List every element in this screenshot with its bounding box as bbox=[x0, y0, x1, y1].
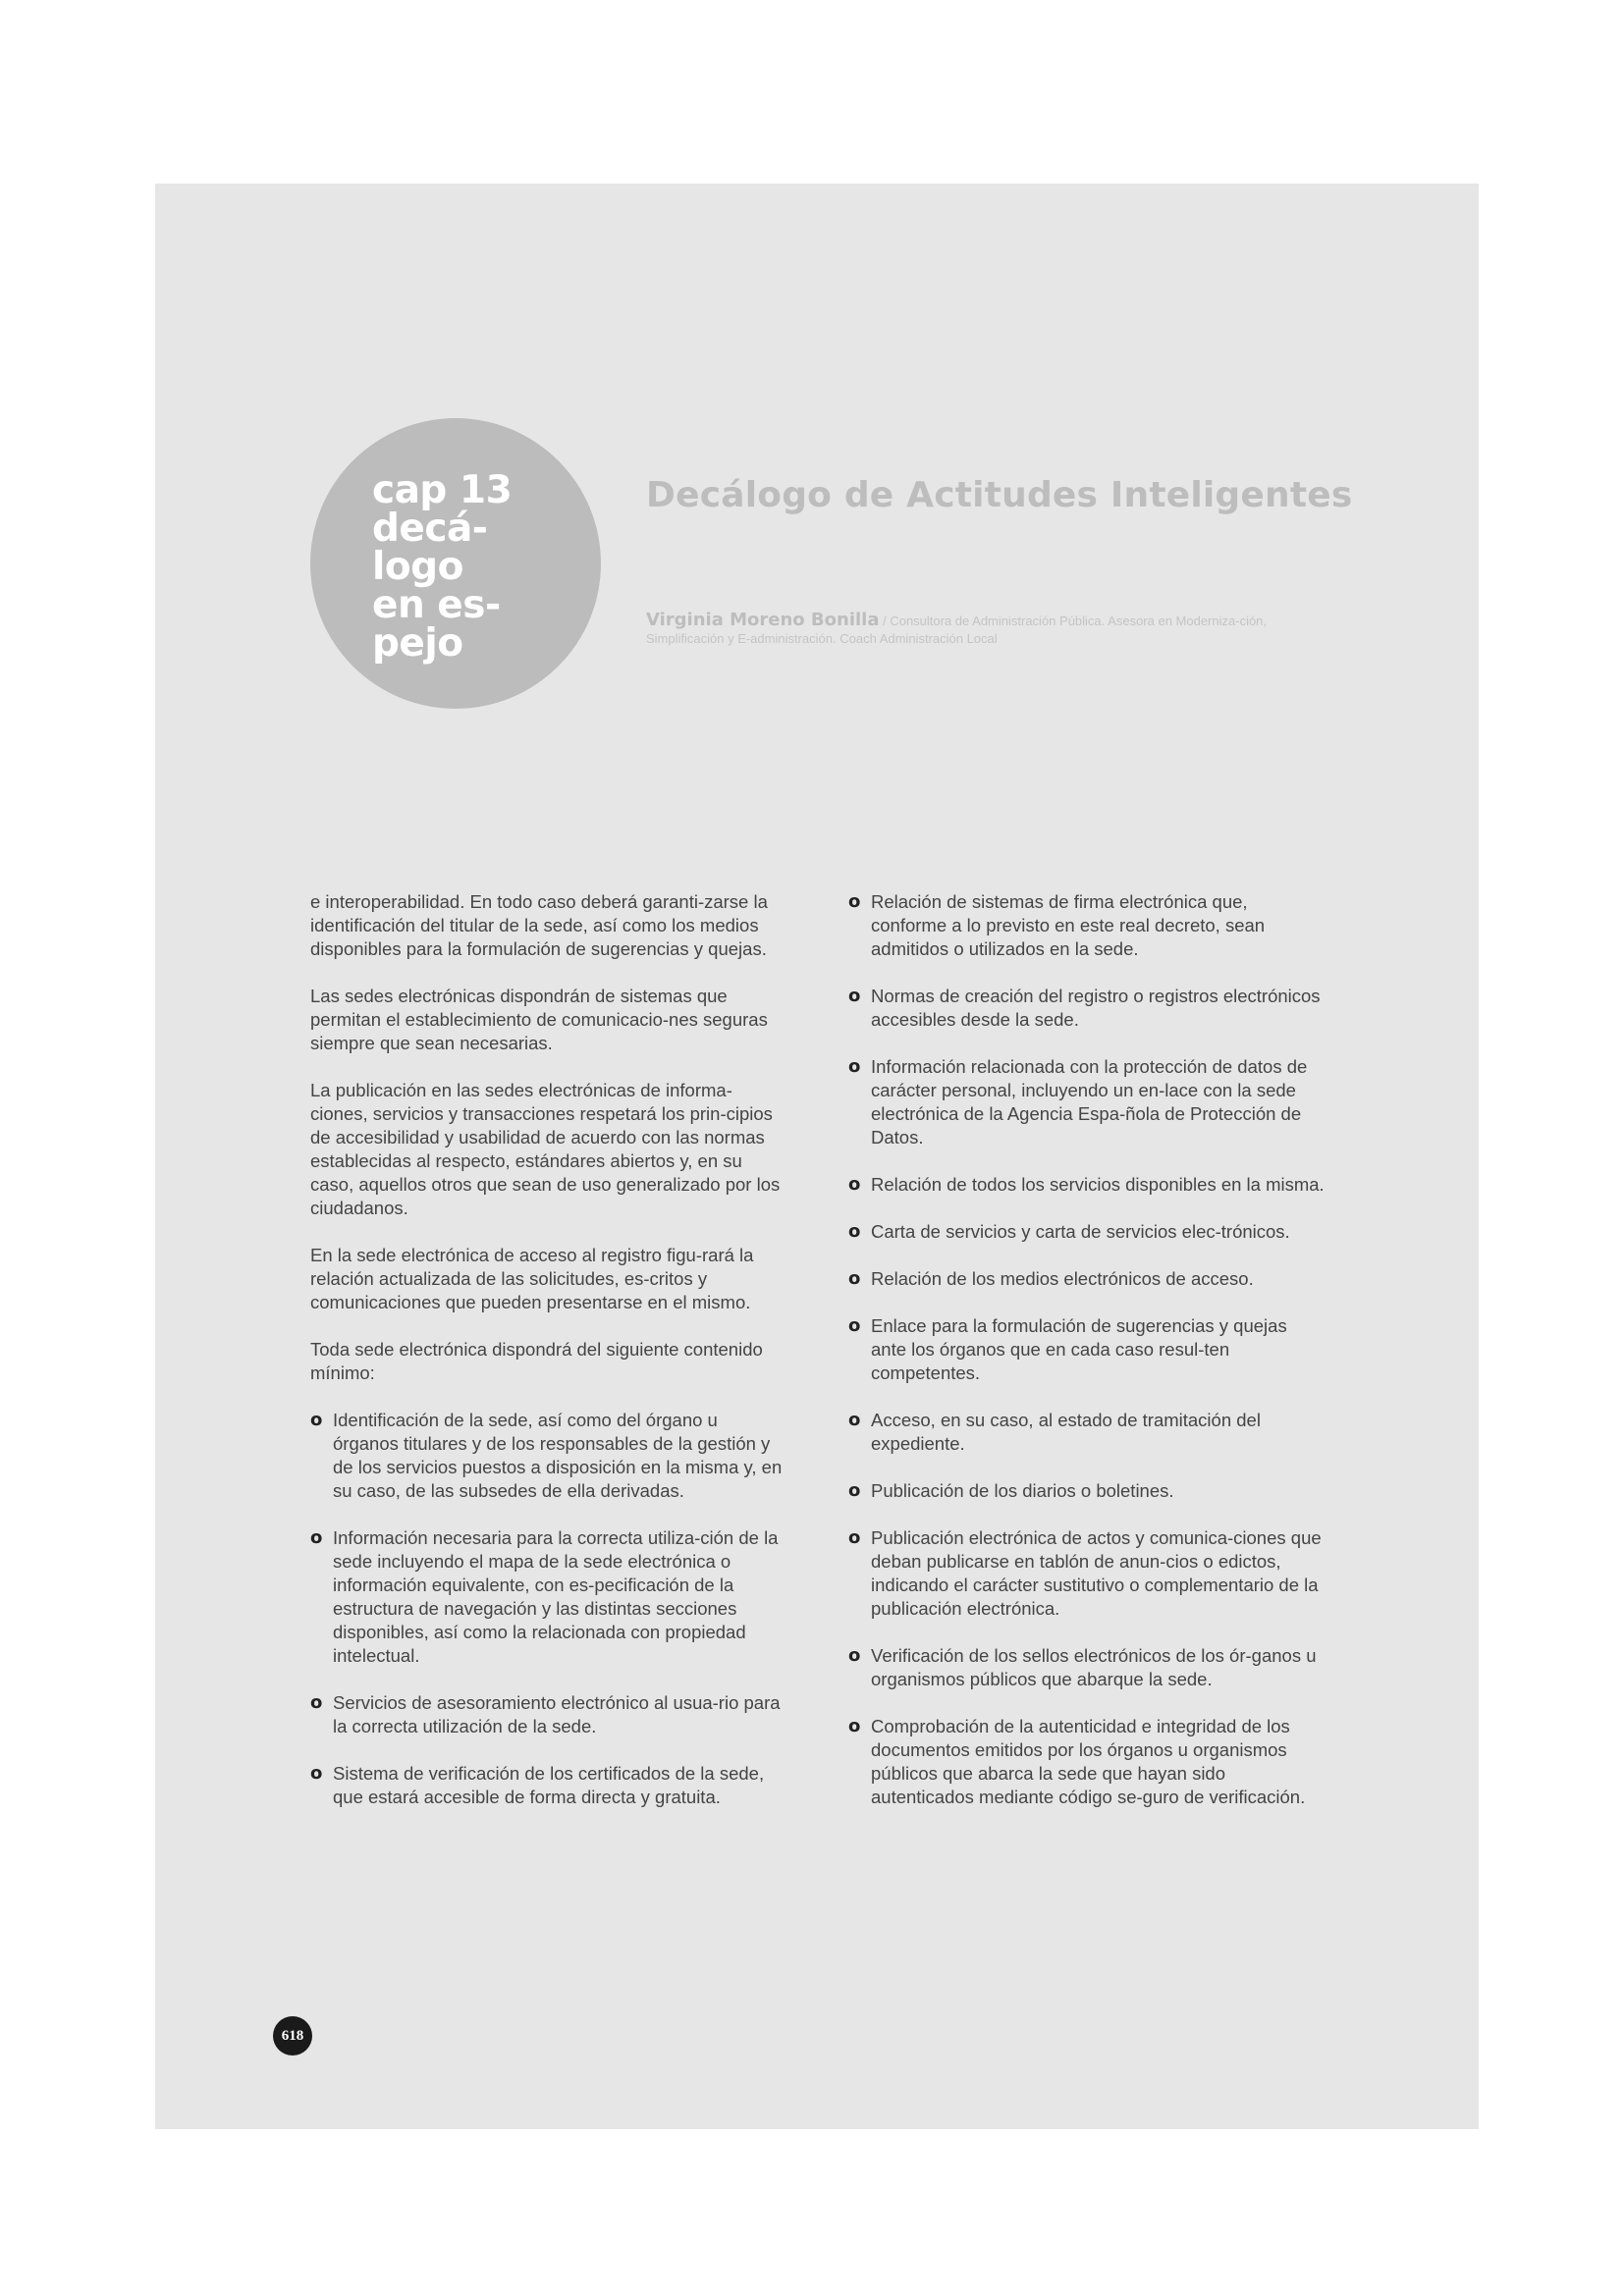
paragraph: En la sede electrónica de acceso al registro figu-rará la relación actualizada de las solicitudes, es-critos y comunicaciones que pueden presentarse en el mismo. bbox=[310, 1245, 754, 1312]
chapter-badge-line: en es- bbox=[372, 583, 501, 627]
page-number: 618 bbox=[273, 2016, 312, 2056]
list-item bbox=[848, 985, 1326, 1032]
chapter-badge-line: decá- bbox=[372, 507, 488, 551]
bullet-marker: o bbox=[848, 891, 861, 912]
author-role: / Consultora de Administración Pública. Asesora en Moderniza-ción, Simplificación y E-administración. Coach Administración Local bbox=[646, 614, 1268, 646]
paragraph: La publicación en las sedes electrónicas de informa-ciones, servicios y transacciones respetará los prin-cipios de accesibilidad y usabilidad de acuerdo con las normas establecidas al respecto, estándares abiertos y, en su caso, aquellos otros que sean de uso generalizado por los ciudadanos. bbox=[310, 1080, 781, 1218]
paragraph: Las sedes electrónicas dispondrán de sistemas que permitan el establecimiento de comunicacio-nes seguras siempre que sean necesarias. bbox=[310, 986, 768, 1053]
page-panel bbox=[155, 184, 1479, 2129]
list-item-text: Identificación de la sede, así como del órgano u órganos titulares y de los responsables de la gestión y de los servicios puestos a disposición en la misma y, en su caso, de las subsedes de ella derivadas. bbox=[333, 1410, 783, 1501]
right-column bbox=[848, 890, 1326, 1833]
bullet-marker: o bbox=[310, 1527, 323, 1548]
page-title: Decálogo de Actitudes Inteligentes bbox=[646, 475, 1353, 515]
bullet-marker: o bbox=[848, 1480, 861, 1501]
bullet-marker: o bbox=[848, 986, 861, 1006]
list-item-text: Información necesaria para la correcta utiliza-ción de la sede incluyendo el mapa de la sede electrónica o información equivalente, con es-pecificación de la estructura de navegación y las distintas secciones disponibles, así como la relacionada con propiedad intelectual. bbox=[333, 1527, 779, 1666]
list-item-text: Relación de todos los servicios disponibles en la misma. bbox=[871, 1174, 1325, 1195]
list-item bbox=[310, 1409, 787, 1503]
bullet-marker: o bbox=[848, 1645, 861, 1666]
bullet-marker: o bbox=[310, 1410, 323, 1430]
bullet-marker: o bbox=[310, 1763, 323, 1784]
bullet-marker: o bbox=[848, 1527, 861, 1548]
bullet-marker: o bbox=[848, 1315, 861, 1336]
author-byline bbox=[646, 612, 1333, 648]
list-item bbox=[848, 890, 1326, 961]
left-column bbox=[310, 890, 787, 1833]
chapter-badge-line: logo bbox=[372, 545, 463, 589]
list-item bbox=[848, 1314, 1326, 1385]
author-name: Virginia Moreno Bonilla bbox=[646, 610, 880, 630]
list-item-text: Comprobación de la autenticidad e integridad de los documentos emitidos por los órganos u organismos públicos que abarca la sede que hayan sido autenticados mediante código se-guro de verificación. bbox=[871, 1716, 1306, 1807]
list-item bbox=[848, 1644, 1326, 1691]
list-item bbox=[848, 1479, 1326, 1503]
chapter-badge-text bbox=[372, 468, 513, 666]
list-item-text: Publicación de los diarios o boletines. bbox=[871, 1480, 1174, 1501]
list-item-text: Servicios de asesoramiento electrónico al usua-rio para la correcta utilización de la sede. bbox=[333, 1692, 781, 1736]
bullet-marker: o bbox=[310, 1692, 323, 1713]
list-item-text: Sistema de verificación de los certificados de la sede, que estará accesible de forma directa y gratuita. bbox=[333, 1763, 765, 1807]
bullet-marker: o bbox=[848, 1268, 861, 1289]
bullet-list bbox=[310, 1409, 787, 1809]
list-item-text: Acceso, en su caso, al estado de tramitación del expediente. bbox=[871, 1410, 1261, 1454]
list-item bbox=[848, 1173, 1326, 1197]
bullet-marker: o bbox=[848, 1174, 861, 1195]
chapter-badge-line: pejo bbox=[372, 621, 463, 666]
list-item bbox=[310, 1762, 787, 1809]
list-item-text: Carta de servicios y carta de servicios elec-trónicos. bbox=[871, 1221, 1290, 1242]
list-item-text: Publicación electrónica de actos y comunica-ciones que deban publicarse en tablón de anun-cios o edictos, indicando el carácter sustitutivo o complementario de la publicación electrónica. bbox=[871, 1527, 1322, 1619]
bullet-marker: o bbox=[848, 1056, 861, 1077]
bullet-marker: o bbox=[848, 1410, 861, 1430]
list-item-text: Normas de creación del registro o registros electrónicos accesibles desde la sede. bbox=[871, 986, 1321, 1030]
list-item-text: Relación de sistemas de firma electrónica que, conforme a lo previsto en este real decreto, sean admitidos o utilizados en la sede. bbox=[871, 891, 1266, 959]
list-item-text: Relación de los medios electrónicos de acceso. bbox=[871, 1268, 1254, 1289]
list-item bbox=[848, 1220, 1326, 1244]
chapter-badge bbox=[310, 418, 601, 709]
bullet-marker: o bbox=[848, 1221, 861, 1242]
list-item-text: Información relacionada con la protección de datos de carácter personal, incluyendo un en-lace con la sede electrónica de la Agencia Espa-ñola de Protección de Datos. bbox=[871, 1056, 1308, 1148]
paragraph: Toda sede electrónica dispondrá del siguiente contenido mínimo: bbox=[310, 1339, 763, 1383]
list-item-text: Enlace para la formulación de sugerencias y quejas ante los órganos que en cada caso resul-ten competentes. bbox=[871, 1315, 1287, 1383]
list-item bbox=[848, 1526, 1326, 1621]
list-item bbox=[848, 1055, 1326, 1149]
list-item bbox=[848, 1715, 1326, 1809]
chapter-badge-line: cap 13 bbox=[372, 468, 513, 512]
bullet-list bbox=[848, 890, 1326, 1809]
list-item bbox=[310, 1526, 787, 1668]
list-item bbox=[848, 1409, 1326, 1456]
list-item bbox=[848, 1267, 1326, 1291]
list-item bbox=[310, 1691, 787, 1738]
list-item-text: Verificación de los sellos electrónicos de los ór-ganos u organismos públicos que abarque la sede. bbox=[871, 1645, 1317, 1689]
bullet-marker: o bbox=[848, 1716, 861, 1736]
paragraph: e interoperabilidad. En todo caso deberá garanti-zarse la identificación del titular de la sede, así como los medios disponibles para la formulación de sugerencias y quejas. bbox=[310, 891, 768, 959]
